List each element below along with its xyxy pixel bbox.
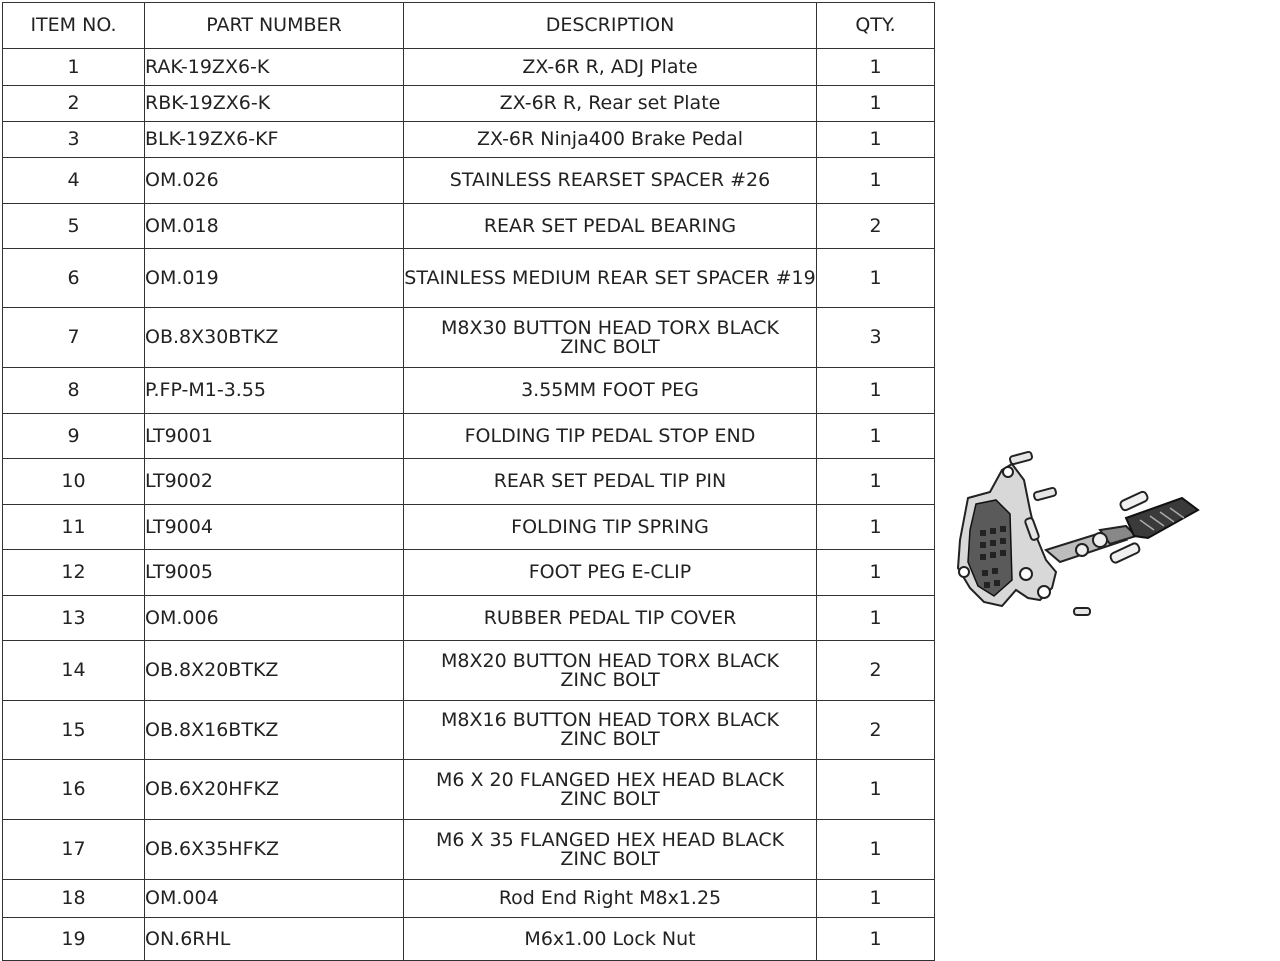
- description-cell: REAR SET PEDAL BEARING: [404, 204, 817, 249]
- item-number-cell: 17: [3, 820, 145, 880]
- quantity-cell: 2: [817, 641, 935, 701]
- table-row: [3, 505, 935, 550]
- quantity-cell: 1: [817, 596, 935, 641]
- item-number-cell: 18: [3, 880, 145, 918]
- table-row: [3, 204, 935, 249]
- part-number-cell: BLK-19ZX6-KF: [145, 122, 404, 158]
- item-number-cell: 6: [3, 249, 145, 308]
- rearset-assembly-isometric-icon: [950, 440, 1210, 640]
- description-cell: M8X20 BUTTON HEAD TORX BLACK ZINC BOLT: [404, 641, 817, 701]
- table-row: [3, 820, 935, 880]
- table-row: [3, 596, 935, 641]
- description-cell: ZX-6R R, ADJ Plate: [404, 49, 817, 86]
- item-number-cell: 11: [3, 505, 145, 550]
- quantity-cell: 1: [817, 368, 935, 414]
- quantity-cell: 1: [817, 158, 935, 204]
- table-row: [3, 550, 935, 596]
- part-number-cell: LT9005: [145, 550, 404, 596]
- quantity-cell: 1: [817, 122, 935, 158]
- quantity-cell: 1: [817, 86, 935, 122]
- part-number-cell: RBK-19ZX6-K: [145, 86, 404, 122]
- item-number-cell: 2: [3, 86, 145, 122]
- header-item-no: ITEM NO.: [3, 3, 145, 49]
- header-row: [3, 3, 935, 49]
- description-cell: M8X30 BUTTON HEAD TORX BLACK ZINC BOLT: [404, 308, 817, 368]
- description-cell: 3.55MM FOOT PEG: [404, 368, 817, 414]
- part-number-cell: LT9002: [145, 459, 404, 505]
- description-cell: M6 X 20 FLANGED HEX HEAD BLACK ZINC BOLT: [404, 760, 817, 820]
- part-number-cell: OM.018: [145, 204, 404, 249]
- description-cell: FOOT PEG E-CLIP: [404, 550, 817, 596]
- quantity-cell: 1: [817, 505, 935, 550]
- table-row: [3, 641, 935, 701]
- part-number-cell: OB.6X35HFKZ: [145, 820, 404, 880]
- quantity-cell: 2: [817, 204, 935, 249]
- item-number-cell: 14: [3, 641, 145, 701]
- quantity-cell: 1: [817, 49, 935, 86]
- description-cell: Rod End Right M8x1.25: [404, 880, 817, 918]
- item-number-cell: 12: [3, 550, 145, 596]
- part-number-cell: ON.6RHL: [145, 918, 404, 961]
- part-number-cell: OM.026: [145, 158, 404, 204]
- table-row: [3, 701, 935, 760]
- part-number-cell: OB.8X16BTKZ: [145, 701, 404, 760]
- quantity-cell: 1: [817, 820, 935, 880]
- description-cell: FOLDING TIP PEDAL STOP END: [404, 414, 817, 459]
- table-row: [3, 49, 935, 86]
- description-cell: ZX-6R Ninja400 Brake Pedal: [404, 122, 817, 158]
- table-row: [3, 760, 935, 820]
- bill-of-materials-table: [2, 2, 935, 961]
- part-number-cell: OB.8X20BTKZ: [145, 641, 404, 701]
- table-row: [3, 158, 935, 204]
- quantity-cell: 1: [817, 249, 935, 308]
- quantity-cell: 1: [817, 760, 935, 820]
- table-row: [3, 918, 935, 961]
- part-number-cell: OB.8X30BTKZ: [145, 308, 404, 368]
- item-number-cell: 8: [3, 368, 145, 414]
- description-cell: ZX-6R R, Rear set Plate: [404, 86, 817, 122]
- table-row: [3, 249, 935, 308]
- description-cell: STAINLESS REARSET SPACER #26: [404, 158, 817, 204]
- description-cell: STAINLESS MEDIUM REAR SET SPACER #19: [404, 249, 817, 308]
- item-number-cell: 16: [3, 760, 145, 820]
- description-cell: FOLDING TIP SPRING: [404, 505, 817, 550]
- table-row: [3, 880, 935, 918]
- part-number-cell: P.FP-M1-3.55: [145, 368, 404, 414]
- header-part-number: PART NUMBER: [145, 3, 404, 49]
- part-number-cell: OM.006: [145, 596, 404, 641]
- description-cell: REAR SET PEDAL TIP PIN: [404, 459, 817, 505]
- item-number-cell: 15: [3, 701, 145, 760]
- description-cell: M6 X 35 FLANGED HEX HEAD BLACK ZINC BOLT: [404, 820, 817, 880]
- quantity-cell: 1: [817, 459, 935, 505]
- item-number-cell: 7: [3, 308, 145, 368]
- part-number-cell: LT9004: [145, 505, 404, 550]
- part-number-cell: RAK-19ZX6-K: [145, 49, 404, 86]
- table-row: [3, 122, 935, 158]
- quantity-cell: 1: [817, 550, 935, 596]
- part-number-cell: OB.6X20HFKZ: [145, 760, 404, 820]
- table-row: [3, 414, 935, 459]
- item-number-cell: 10: [3, 459, 145, 505]
- part-number-cell: OM.004: [145, 880, 404, 918]
- quantity-cell: 2: [817, 701, 935, 760]
- description-cell: M6x1.00 Lock Nut: [404, 918, 817, 961]
- table-row: [3, 368, 935, 414]
- part-number-cell: OM.019: [145, 249, 404, 308]
- header-qty: QTY.: [817, 3, 935, 49]
- header-description: DESCRIPTION: [404, 3, 817, 49]
- table-row: [3, 459, 935, 505]
- item-number-cell: 19: [3, 918, 145, 961]
- item-number-cell: 4: [3, 158, 145, 204]
- quantity-cell: 1: [817, 414, 935, 459]
- item-number-cell: 3: [3, 122, 145, 158]
- description-cell: M8X16 BUTTON HEAD TORX BLACK ZINC BOLT: [404, 701, 817, 760]
- item-number-cell: 13: [3, 596, 145, 641]
- item-number-cell: 5: [3, 204, 145, 249]
- quantity-cell: 3: [817, 308, 935, 368]
- item-number-cell: 9: [3, 414, 145, 459]
- quantity-cell: 1: [817, 880, 935, 918]
- quantity-cell: 1: [817, 918, 935, 961]
- part-number-cell: LT9001: [145, 414, 404, 459]
- table-row: [3, 86, 935, 122]
- description-cell: RUBBER PEDAL TIP COVER: [404, 596, 817, 641]
- table-row: [3, 308, 935, 368]
- item-number-cell: 1: [3, 49, 145, 86]
